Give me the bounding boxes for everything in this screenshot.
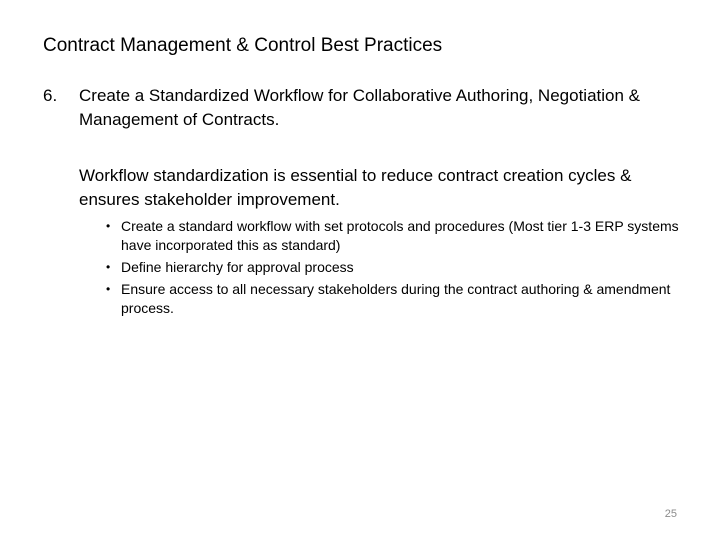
- bullet-text: Create a standard workflow with set protocols and procedures (Most tier 1-3 ERP systems have incorporated this as standard): [121, 218, 679, 253]
- slide-title: Contract Management & Control Best Practices: [43, 35, 443, 56]
- bullet-item: [104, 217, 684, 255]
- bullet-list: [104, 217, 684, 321]
- bullet-icon: •: [106, 282, 111, 296]
- bullet-text: Ensure access to all necessary stakeholders during the contract authoring & amendment process.: [121, 281, 671, 316]
- point-number: 6.: [43, 86, 58, 105]
- point-heading: Create a Standardized Workflow for Collaborative Authoring, Negotiation & Management of Contracts.: [79, 86, 640, 129]
- bullet-text: Define hierarchy for approval process: [121, 259, 354, 275]
- bullet-item: [104, 258, 684, 277]
- page-number: 25: [664, 508, 677, 520]
- intro-paragraph: Workflow standardization is essential to reduce contract creation cycles & ensures stakeholder improvement.: [79, 166, 632, 209]
- bullet-icon: •: [106, 260, 111, 274]
- bullet-icon: •: [106, 219, 111, 233]
- bullet-item: [104, 280, 684, 318]
